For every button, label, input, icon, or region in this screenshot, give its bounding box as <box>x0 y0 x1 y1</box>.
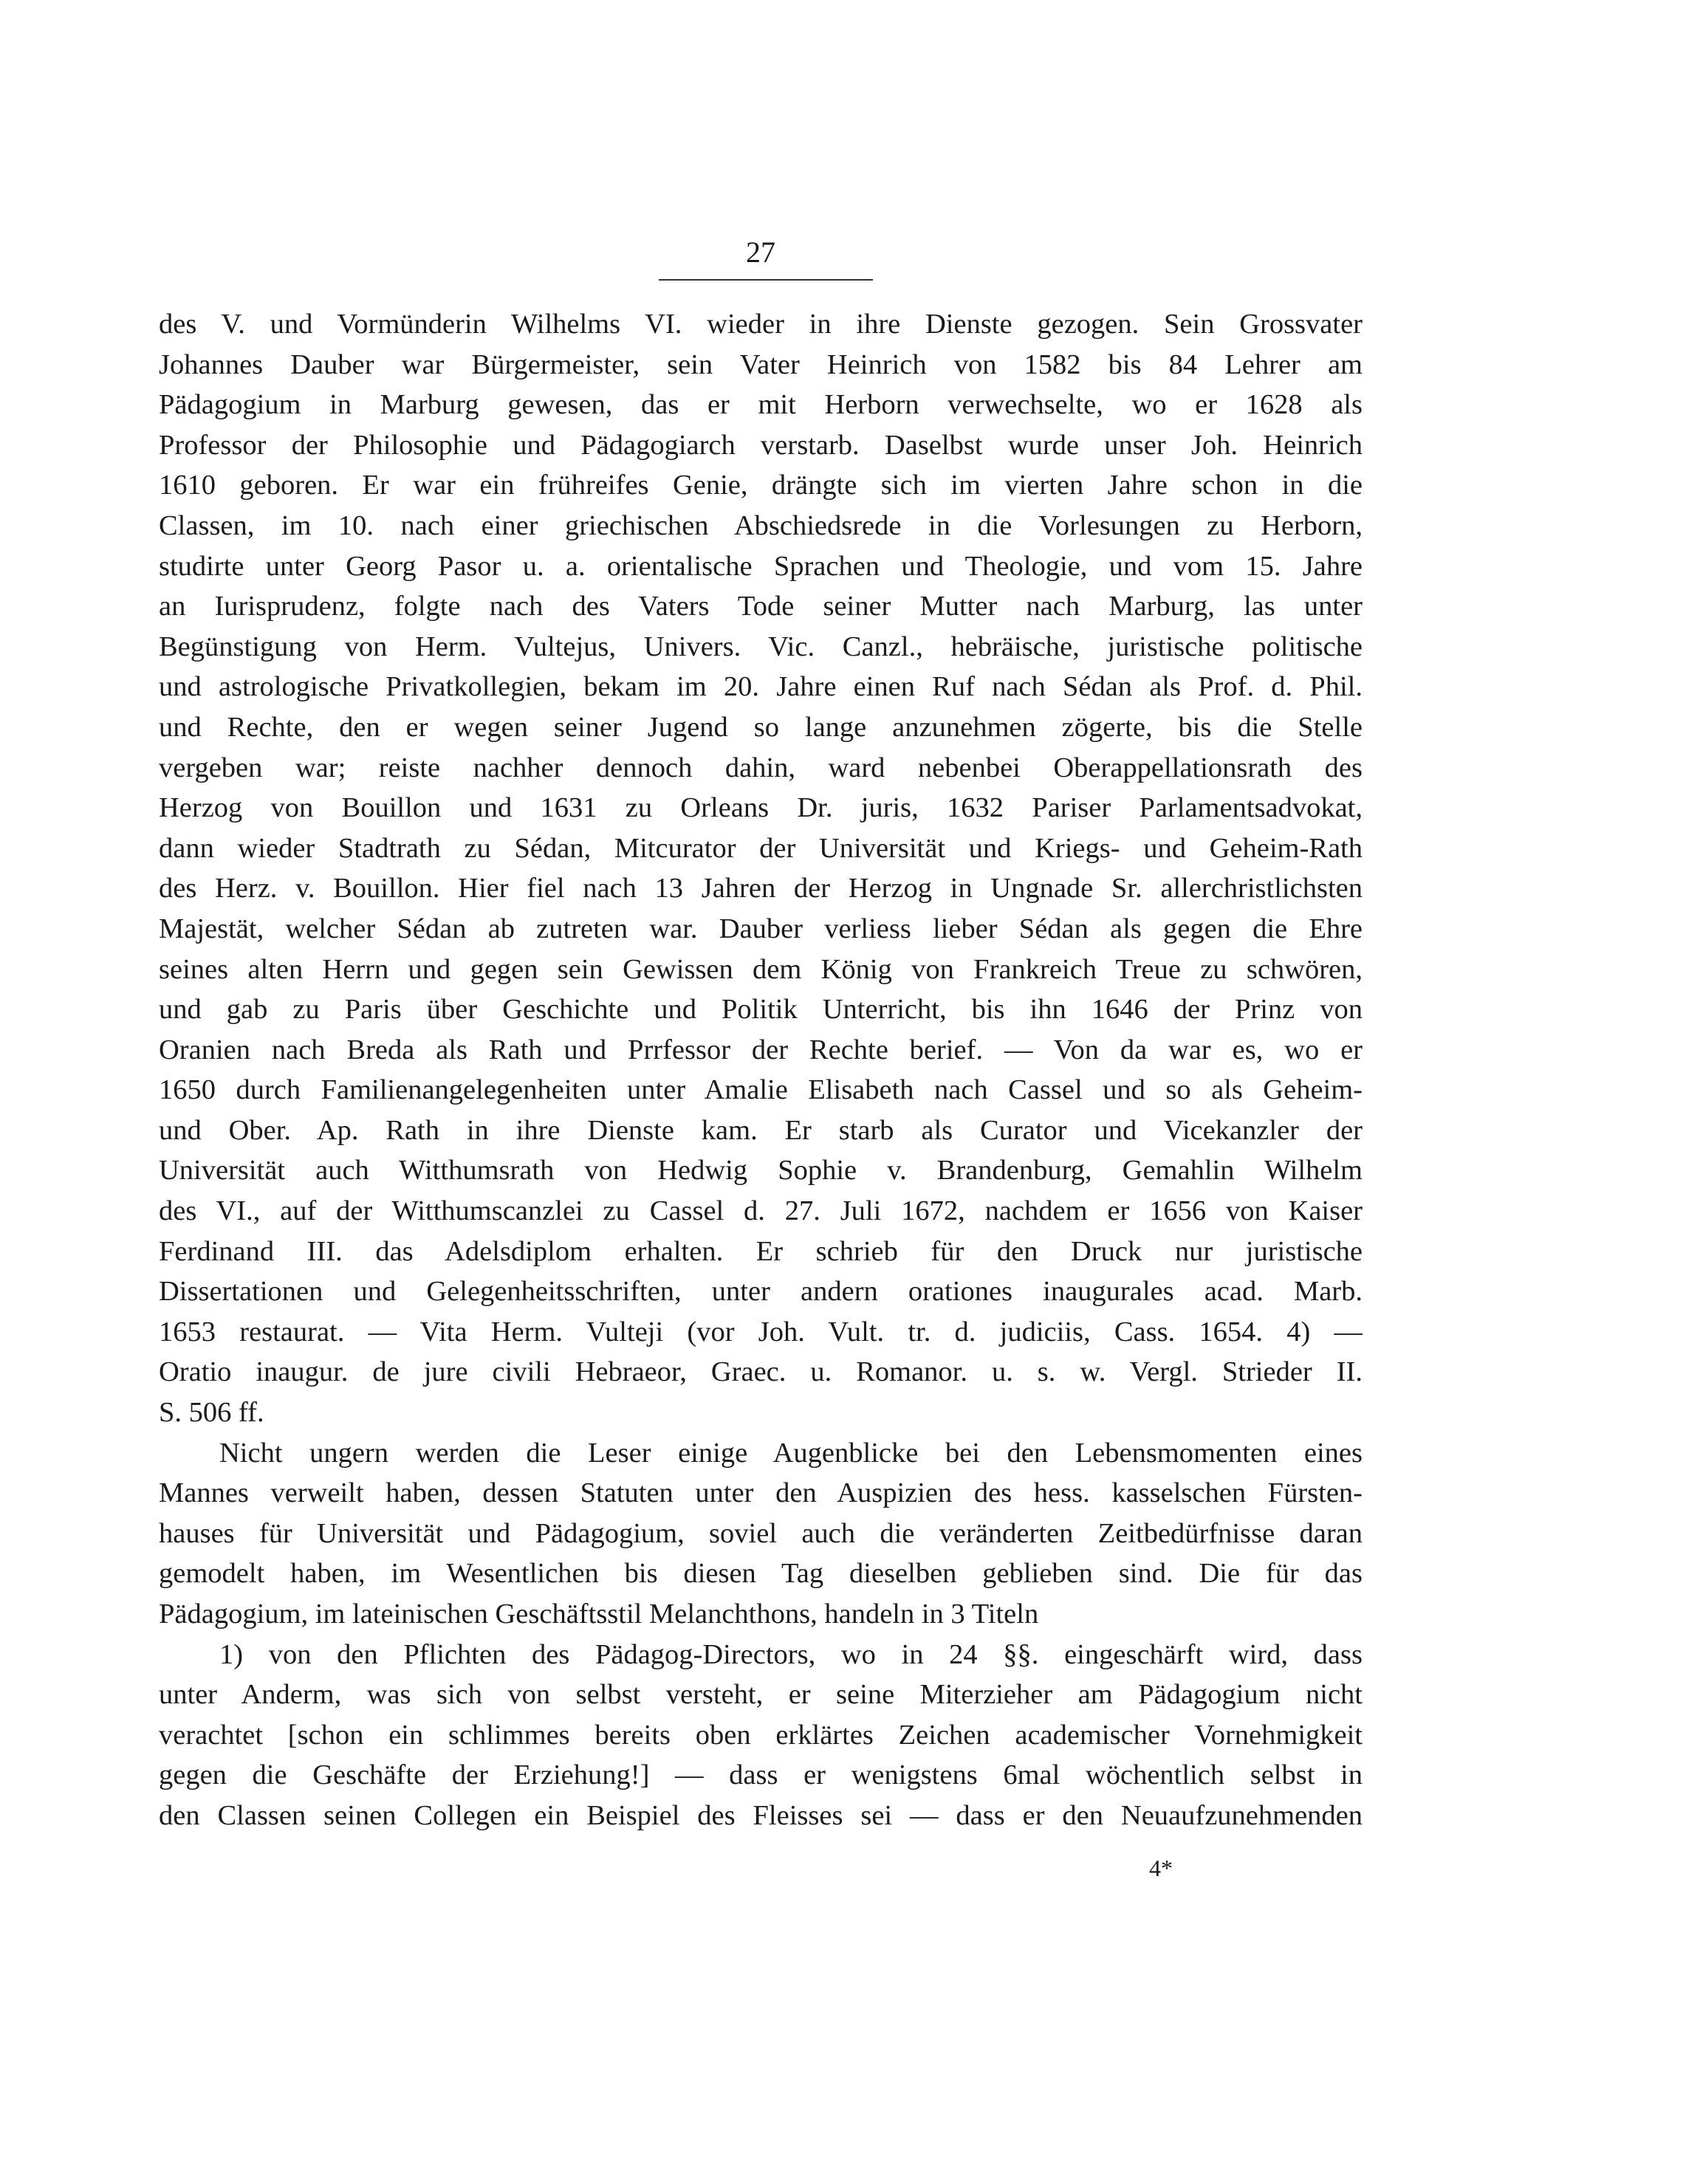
text-line: gemodelt haben, im Wesentlichen bis diesen Tag dieselben geblieben sind. Die für das <box>159 1558 1363 1590</box>
text-line: und Rechte, den er wegen seiner Jugend so lange anzunehmen zögerte, bis die Stelle <box>159 711 1363 743</box>
text-line: Mannes verweilt haben, dessen Statuten unter den Auspizien des hess. kasselschen Fürsten- <box>159 1477 1363 1509</box>
text-line: Classen, im 10. nach einer griechischen Abschiedsrede in die Vorlesungen zu Herborn, <box>159 509 1363 541</box>
text-line: 1) von den Pflichten des Pädagog-Directors, wo in 24 §§. eingeschärft wird, dass <box>219 1638 1363 1670</box>
paragraph-director-duties <box>159 1635 1363 1836</box>
body-text <box>159 304 1363 1836</box>
text-line: Dissertationen und Gelegenheitsschriften, unter andern orationes inaugurales acad. Marb. <box>159 1276 1363 1308</box>
text-line: S. 506 ff. <box>159 1397 264 1429</box>
text-line: vergeben war; reiste nachher dennoch dahin, ward nebenbei Oberappellationsrath des <box>159 752 1363 783</box>
text-line: Oratio inaugur. de jure civili Hebraeor, Graec. u. Romanor. u. s. w. Vergl. Strieder II. <box>159 1356 1363 1388</box>
text-line: des Herz. v. Bouillon. Hier fiel nach 13 Jahren der Herzog in Ungnade Sr. allerchristlichsten <box>159 873 1363 904</box>
text-line: studirte unter Georg Pasor u. a. orientalische Sprachen und Theologie, und vom 15. Jahre <box>159 550 1363 582</box>
text-line: 1650 durch Familienangelegenheiten unter Amalie Elisabeth nach Cassel und so als Geheim- <box>159 1074 1363 1106</box>
text-line: hauses für Universität und Pädagogium, soviel auch die veränderten Zeitbedürfnisse daran <box>159 1517 1363 1549</box>
text-line: Nicht ungern werden die Leser einige Augenblicke bei den Lebensmomenten eines <box>219 1437 1363 1469</box>
text-line: des V. und Vormünderin Wilhelms VI. wieder in ihre Dienste gezogen. Sein Grossvater <box>159 309 1363 340</box>
text-line: des VI., auf der Witthumscanzlei zu Cassel d. 27. Juli 1672, nachdem er 1656 von Kaiser <box>159 1195 1363 1227</box>
paragraph-statutes-intro <box>159 1433 1363 1635</box>
header-rule <box>659 279 873 281</box>
paragraph-biography <box>159 304 1363 1433</box>
text-line: 1610 geboren. Er war ein frühreifes Genie, drängte sich im vierten Jahre schon in die <box>159 470 1363 501</box>
text-line: Pädagogium, im lateinischen Geschäftsstil Melanchthons, handeln in 3 Titeln <box>159 1598 1039 1630</box>
text-line: Professor der Philosophie und Pädagogiarch verstarb. Daselbst wurde unser Joh. Heinrich <box>159 429 1363 461</box>
text-line: Ferdinand III. das Adelsdiplom erhalten. Er schrieb für den Druck nur juristische <box>159 1235 1363 1267</box>
text-line: Pädagogium in Marburg gewesen, das er mit Herborn verwechselte, wo er 1628 als <box>159 389 1363 421</box>
text-line: gegen die Geschäfte der Erziehung!] — dass er wenigstens 6mal wöchentlich selbst in <box>159 1759 1363 1791</box>
text-line: Begünstigung von Herm. Vultejus, Univers. Vic. Canzl., hebräische, juristische politische <box>159 631 1363 662</box>
text-line: Oranien nach Breda als Rath und Prrfessor der Rechte berief. — Von da war es, wo er <box>159 1034 1363 1065</box>
signature-mark: 4* <box>1149 1855 1173 1881</box>
text-line: Majestät, welcher Sédan ab zutreten war. Dauber verliess lieber Sédan als gegen die Ehre <box>159 913 1363 944</box>
text-line: unter Anderm, was sich von selbst versteht, er seine Miterzieher am Pädagogium nicht <box>159 1679 1363 1711</box>
text-line: verachtet [schon ein schlimmes bereits oben erklärtes Zeichen academischer Vornehmigkeit <box>159 1719 1363 1751</box>
text-line: an Iurisprudenz, folgte nach des Vaters Tode seiner Mutter nach Marburg, las unter <box>159 591 1363 622</box>
text-line: und astrologische Privatkollegien, bekam im 20. Jahre einen Ruf nach Sédan als Prof. d. Phil. <box>159 671 1363 703</box>
text-line: und gab zu Paris über Geschichte und Politik Unterricht, bis ihn 1646 der Prinz von <box>159 994 1363 1026</box>
text-line: Herzog von Bouillon und 1631 zu Orleans Dr. juris, 1632 Pariser Parlamentsadvokat, <box>159 792 1363 824</box>
text-line: 1653 restaurat. — Vita Herm. Vulteji (vor Joh. Vult. tr. d. judiciis, Cass. 1654. 4) — <box>159 1316 1363 1347</box>
text-line: seines alten Herrn und gegen sein Gewissen dem König von Frankreich Treue zu schwören, <box>159 953 1363 985</box>
text-line: den Classen seinen Collegen ein Beispiel des Fleisses sei — dass er den Neuaufzunehmenden <box>159 1799 1363 1831</box>
text-line: Universität auch Witthumsrath von Hedwig Sophie v. Brandenburg, Gemahlin Wilhelm <box>159 1155 1363 1187</box>
page-number: 27 <box>746 236 775 269</box>
text-line: und Ober. Ap. Rath in ihre Dienste kam. Er starb als Curator und Vicekanzler der <box>159 1114 1363 1146</box>
text-line: Johannes Dauber war Bürgermeister, sein Vater Heinrich von 1582 bis 84 Lehrer am <box>159 348 1363 380</box>
text-line: dann wieder Stadtrath zu Sédan, Mitcurator der Universität und Kriegs- und Geheim-Rath <box>159 832 1363 864</box>
